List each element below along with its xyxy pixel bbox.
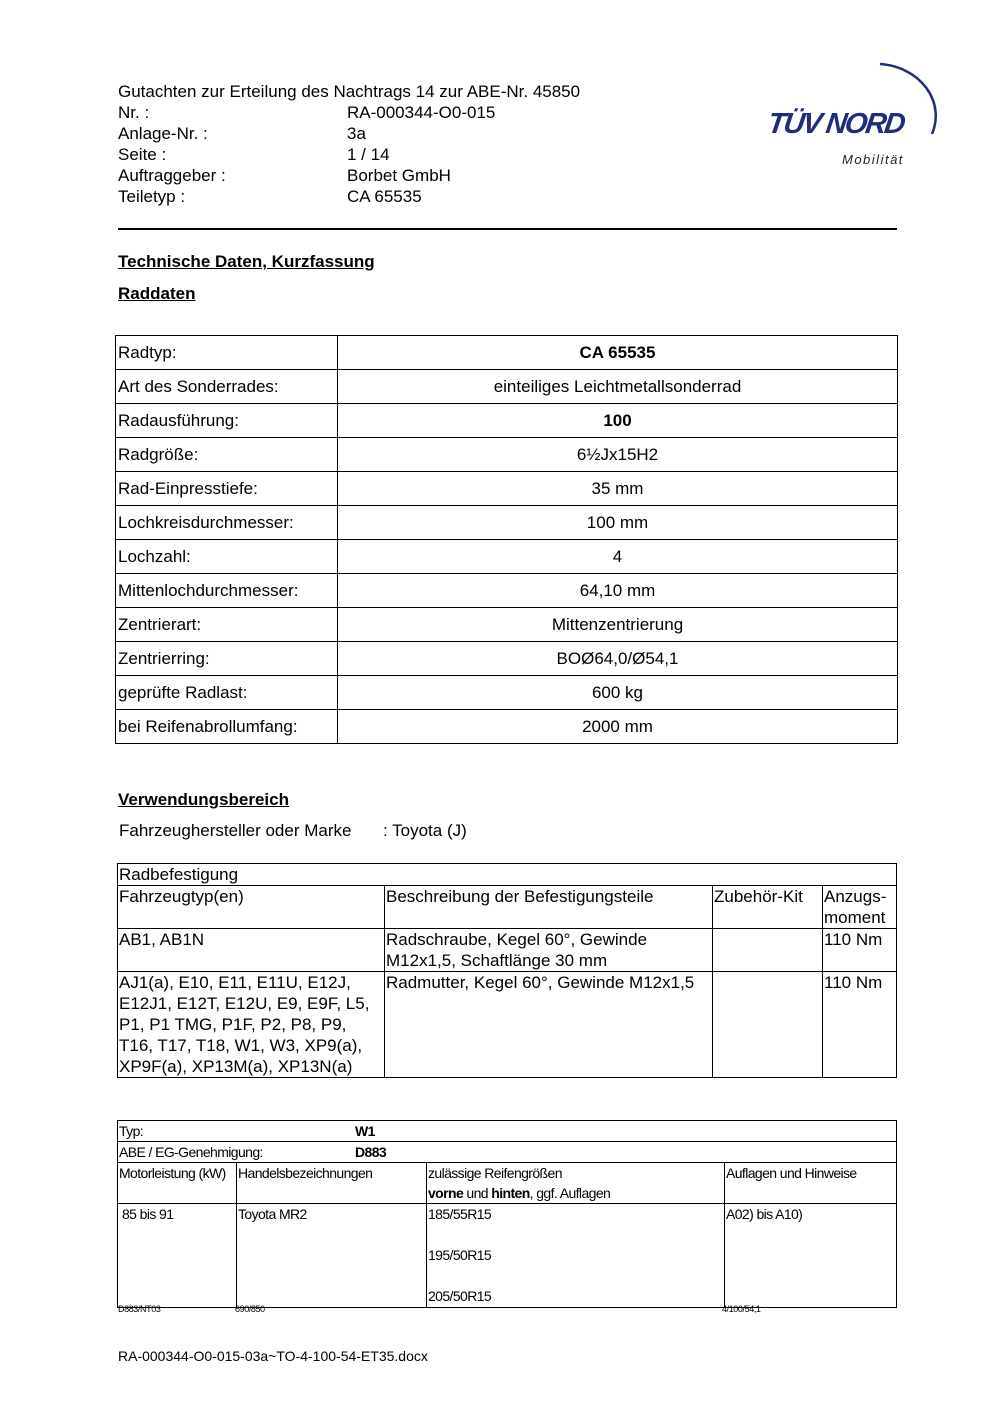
- header-row: [118, 102, 580, 123]
- row-value: 35 mm: [338, 472, 898, 506]
- row-value: 100 mm: [338, 506, 898, 540]
- row-value: 100: [338, 404, 898, 438]
- section-subheading: Raddaten: [118, 284, 196, 303]
- cell-kit: [713, 972, 823, 1078]
- column-header: Anzugs-moment: [823, 886, 897, 929]
- abe-label: ABE / EG-Genehmigung:: [119, 1144, 263, 1160]
- table-title: Radbefestigung: [118, 864, 897, 886]
- header-label: Auftraggeber :: [118, 166, 226, 185]
- table-row: [116, 608, 898, 642]
- manufacturer-line: [119, 821, 467, 841]
- row-value: 4: [338, 540, 898, 574]
- table-row: [116, 676, 898, 710]
- typ-cell: [118, 1121, 897, 1142]
- header-value: 3a: [347, 124, 366, 143]
- table-row: [118, 864, 897, 886]
- cell-types: AJ1(a), E10, E11, E11U, E12J, E12J1, E12T, E12U, E9, E9F, L5, P1, P1 TMG, P1F, P2, P8, P9, T16, T17, T18, W1, W3, XP9(a), XP9F(a), XP13M(a), XP13N(a): [118, 972, 385, 1078]
- cell-types: AB1, AB1N: [118, 929, 385, 972]
- header-value: CA 65535: [347, 187, 422, 206]
- header-row: [118, 186, 580, 207]
- cell-reifen: [427, 1204, 725, 1308]
- table-row: [116, 506, 898, 540]
- header-label: Teiletyp :: [118, 187, 186, 206]
- cell-moment: 110 Nm: [823, 929, 897, 972]
- table-row: [116, 404, 898, 438]
- row-label: Radausführung:: [116, 404, 338, 438]
- footer-filename: RA-000344-O0-015-03a~TO-4-100-54-ET35.docx: [118, 1348, 428, 1364]
- header-label: Nr. :: [118, 103, 150, 122]
- header-label: Seite :: [118, 145, 167, 164]
- table-header-row: [118, 1163, 897, 1204]
- typ-table: [117, 1120, 897, 1308]
- tire-size: 185/55R15: [428, 1206, 492, 1222]
- logo-subtitle: Mobilität: [842, 152, 904, 167]
- row-label: Radgröße:: [116, 438, 338, 472]
- column-header-reifen: [427, 1163, 725, 1204]
- row-value: 6½Jx15H2: [338, 438, 898, 472]
- table-row: [116, 438, 898, 472]
- section-heading: Technische Daten, Kurzfassung: [118, 252, 375, 271]
- table-row: [116, 574, 898, 608]
- table-row: [118, 929, 897, 972]
- row-label: Radtyp:: [116, 336, 338, 370]
- spacer: [428, 1225, 723, 1246]
- vorne-text: vorne: [428, 1185, 464, 1201]
- raddaten-table: [115, 335, 898, 744]
- column-header: Motorleistung (kW): [118, 1163, 237, 1204]
- tuv-nord-logo: [760, 56, 940, 171]
- column-header: Fahrzeugtyp(en): [118, 886, 385, 929]
- auflagen-text: , ggf. Auflagen: [529, 1185, 611, 1201]
- header-row: [118, 165, 580, 186]
- document-header: [118, 81, 580, 207]
- und-text: und: [463, 1185, 492, 1201]
- row-label: bei Reifenabrollumfang:: [116, 710, 338, 744]
- code-middle: 690/850: [235, 1304, 265, 1314]
- motor-value: 85 bis 91: [122, 1206, 174, 1222]
- table-row: [118, 1204, 897, 1308]
- typ-row: [118, 1121, 897, 1142]
- tire-size: 195/50R15: [428, 1247, 492, 1263]
- code-left: D883/NT03: [118, 1304, 161, 1314]
- table-header-row: [118, 886, 897, 929]
- row-value: 2000 mm: [338, 710, 898, 744]
- header-title: Gutachten zur Erteilung des Nachtrags 14 zur ABE-Nr. 45850: [118, 82, 581, 101]
- row-label: Rad-Einpresstiefe:: [116, 472, 338, 506]
- row-label: Mittenlochdurchmesser:: [116, 574, 338, 608]
- column-header: Beschreibung der Befestigungsteile: [385, 886, 713, 929]
- logo-brand: TÜV NORD: [765, 108, 906, 140]
- row-value: Mittenzentrierung: [338, 608, 898, 642]
- table-row: [116, 370, 898, 404]
- row-value: 64,10 mm: [338, 574, 898, 608]
- row-value: einteiliges Leichtmetallsonderrad: [338, 370, 898, 404]
- radbefestigung-table: [117, 863, 897, 1078]
- typ-value: W1: [355, 1123, 375, 1139]
- row-label: Lochkreisdurchmesser:: [116, 506, 338, 540]
- header-divider: [118, 228, 897, 230]
- header-row: [118, 123, 580, 144]
- row-label: Art des Sonderrades:: [116, 370, 338, 404]
- abe-row: [118, 1142, 897, 1163]
- table-row: [116, 642, 898, 676]
- tire-size: 205/50R15: [428, 1288, 492, 1304]
- row-value: CA 65535: [338, 336, 898, 370]
- row-label: Zentrierart:: [116, 608, 338, 642]
- cell-handel: Toyota MR2: [237, 1204, 427, 1308]
- typ-label: Typ:: [119, 1123, 144, 1139]
- code-right: 4/100/54,1: [722, 1304, 761, 1314]
- table-row: [116, 710, 898, 744]
- table-row: [118, 972, 897, 1078]
- cell-desc: Radmutter, Kegel 60°, Gewinde M12x1,5: [385, 972, 713, 1078]
- abe-value: D883: [355, 1144, 387, 1160]
- column-header: Zubehör-Kit: [713, 886, 823, 929]
- header-label: Anlage-Nr. :: [118, 124, 208, 143]
- column-header: Auflagen und Hinweise: [725, 1163, 897, 1204]
- header-value: 1 / 14: [347, 145, 390, 164]
- cell-motor: [118, 1204, 237, 1308]
- manufacturer-label: Fahrzeughersteller oder Marke: [119, 821, 352, 840]
- abe-cell: [118, 1142, 897, 1163]
- reifen-header-line1: zulässige Reifengrößen: [428, 1165, 562, 1181]
- spacer: [428, 1266, 723, 1287]
- verwendung-heading: Verwendungsbereich: [118, 790, 289, 809]
- cell-moment: 110 Nm: [823, 972, 897, 1078]
- table-row: [116, 336, 898, 370]
- cell-auflagen: A02) bis A10): [725, 1204, 897, 1308]
- column-header: Handelsbezeichnungen: [237, 1163, 427, 1204]
- row-value: BOØ64,0/Ø54,1: [338, 642, 898, 676]
- header-row: [118, 144, 580, 165]
- reifen-header-line2: [428, 1183, 723, 1203]
- cell-kit: [713, 929, 823, 972]
- header-value: Borbet GmbH: [347, 166, 451, 185]
- row-label: Zentrierring:: [116, 642, 338, 676]
- header-value: RA-000344-O0-015: [347, 103, 496, 122]
- row-value: 600 kg: [338, 676, 898, 710]
- hinten-text: hinten: [491, 1185, 530, 1201]
- table-row: [116, 540, 898, 574]
- row-label: geprüfte Radlast:: [116, 676, 338, 710]
- table-row: [116, 472, 898, 506]
- cell-desc: Radschraube, Kegel 60°, Gewinde M12x1,5, Schaftlänge 30 mm: [385, 929, 713, 972]
- manufacturer-value: : Toyota (J): [383, 821, 467, 840]
- row-label: Lochzahl:: [116, 540, 338, 574]
